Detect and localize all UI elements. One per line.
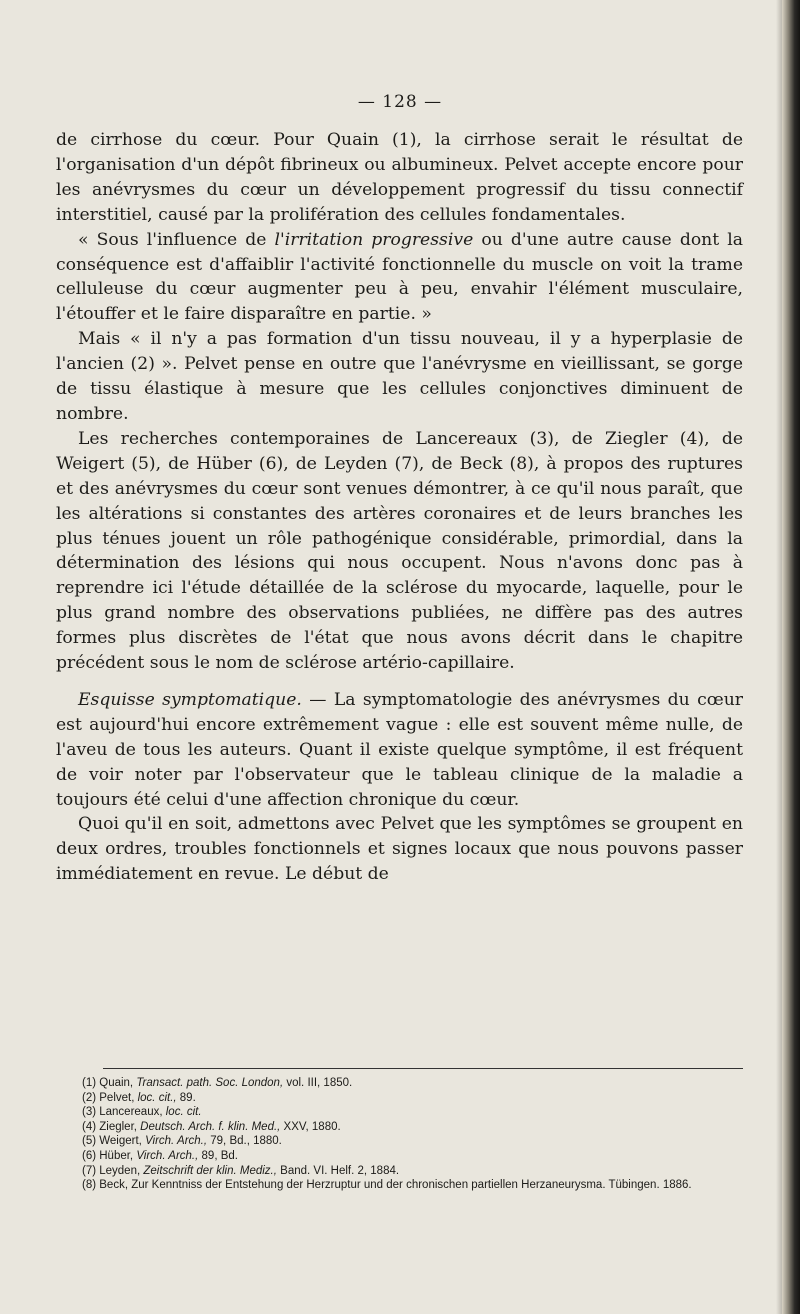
paragraph-4	[56, 427, 743, 676]
footnote-divider	[103, 1068, 743, 1069]
paragraph-text: Les recherches contemporaines de Lancereaux (3), de Ziegler (4), de Weigert (5), de Hüber (6), de Leyden (7), de Beck (8), à propos des ruptures et des anévrysmes du cœur sont venues démontrer, à ce qu'il nous paraît, que les altérations si constantes des artères coronaires et de leurs branches les plus ténues jouent un rôle pathogénique considérable, primordial, dans la détermination des lésions qui nous occupent. Nous n'avons donc pas à reprendre ici l'étude détaillée de la sclérose du myocarde, laquelle, pour le plus grand nombre des observations publiées, ne diffère pas des autres formes plus discrètes de l'état que nous avons décrit dans le chapitre précédent sous le nom de sclérose artério-capillaire.	[56, 428, 743, 674]
paragraph-1	[56, 128, 743, 228]
paragraph-3	[56, 327, 743, 427]
footnote-1: (1) Quain, Transact. path. Soc. London, vol. III, 1850.	[82, 1077, 353, 1089]
footnote-3: (3) Lancereaux, loc. cit.	[82, 1106, 202, 1119]
paragraph-text: ou d'une autre cause dont la conséquence est d'affaiblir l'activité fonctionnelle du muscle on voit la trame celluleuse du cœur augmenter peu à peu, envahir l'élément musculaire, l'étouffer et le faire disparaître en partie. »	[56, 229, 744, 325]
emphasis-text: l'irritation progressive	[274, 229, 474, 250]
footnote-5: (5) Weigert, Virch. Arch., 79, Bd., 1880.	[82, 1135, 282, 1148]
body-text	[56, 128, 743, 887]
paragraph-text: — La symptomatologie des anévrysmes du cœur est aujourd'hui encore extrêmement vague : elle est souvent même nulle, de l'aveu de tous les auteurs. Quant il existe quelque symptôme, il est fréquent de voir noter par l'observateur que le tableau clinique de la maladie a toujours été celui d'une affection chronique du cœur.	[56, 689, 743, 810]
footnote-8: (8) Beck, Zur Kenntniss der Entstehung der Herzruptur und der chronischen partiellen Herzaneurysma. Tübingen. 1886.	[82, 1179, 692, 1192]
footnote-4: (4) Ziegler, Deutsch. Arch. f. klin. Med., XXV, 1880.	[82, 1120, 341, 1133]
paragraph-text: « Sous l'influence de	[78, 229, 275, 250]
footnote-2: (2) Pelvet, loc. cit., 89.	[82, 1091, 196, 1104]
section-heading: Esquisse symptomatique.	[78, 689, 302, 710]
book-page-edge	[782, 0, 800, 1314]
paragraph-6	[56, 812, 743, 887]
page-number: — 128 —	[357, 92, 443, 112]
footnote-6: (6) Hüber, Virch. Arch., 89, Bd.	[82, 1149, 238, 1162]
paragraph-text: Quoi qu'il en soit, admettons avec Pelvet que les symptômes se groupent en deux ordres, troubles fonctionnels et signes locaux que nous pouvons passer immédiatement en revue. Le début de	[56, 814, 743, 885]
paragraph-5	[56, 688, 743, 813]
paragraph-text: de cirrhose du cœur. Pour Quain (1), la cirrhose serait le résultat de l'organisation d'un dépôt fibrineux ou albumineux. Pelvet accepte encore pour les anévrysmes du cœur un développement progressif du tissu connectif interstitiel, causé par la prolifération des cellules fondamentales.	[56, 130, 743, 225]
paragraph-text: Mais « il n'y a pas formation d'un tissu nouveau, il y a hyperplasie de l'ancien (2) ». Pelvet pense en outre que l'anévrysme en vieillissant, se gorge de tissu élastique à mesure que les cellules conjonctives diminuent de nombre.	[56, 329, 743, 424]
footnote-7: (7) Leyden, Zeitschrift der klin. Mediz., Band. VI. Helf. 2, 1884.	[82, 1164, 400, 1177]
paragraph-2	[56, 228, 743, 328]
footnotes	[58, 1076, 743, 1193]
